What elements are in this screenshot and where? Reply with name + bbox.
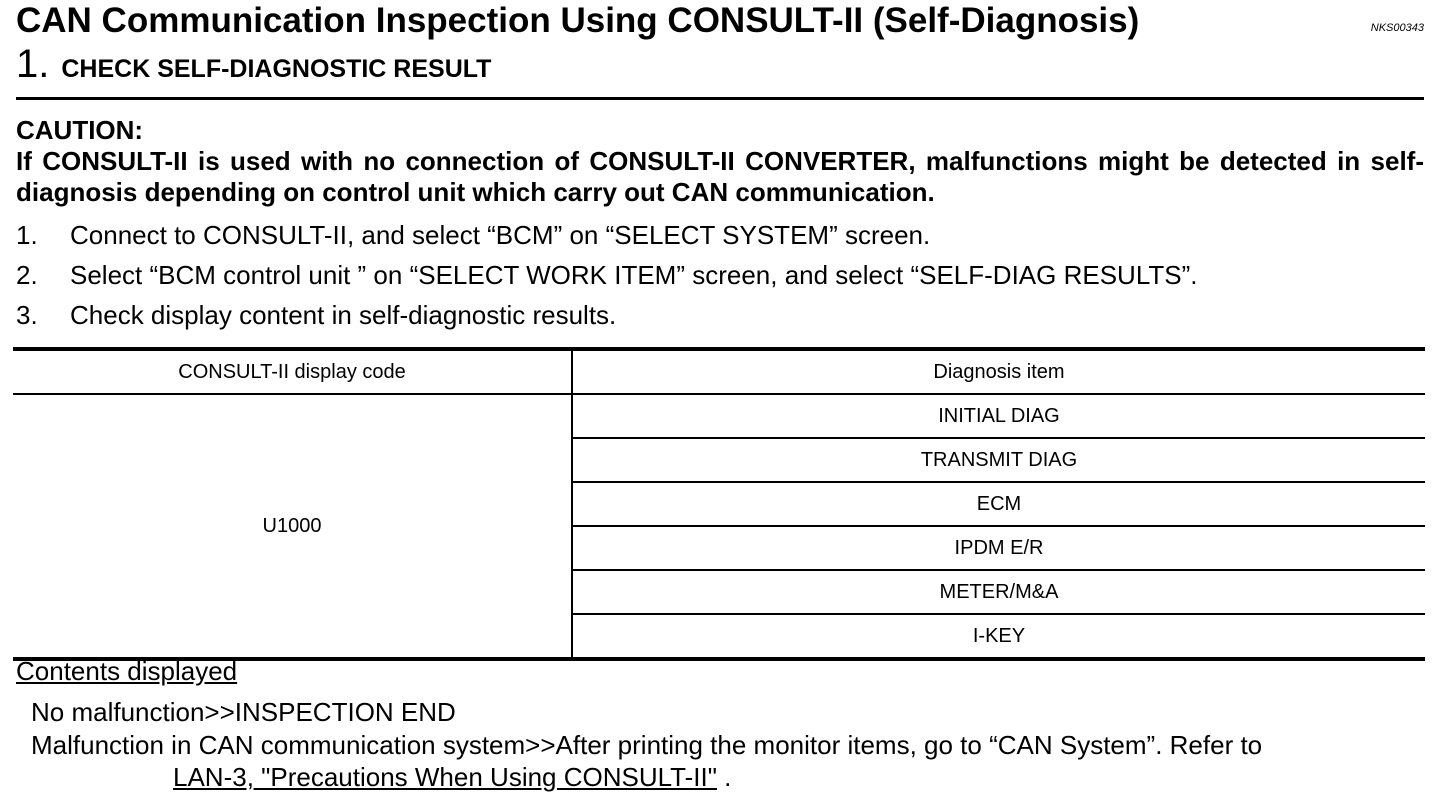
diagnosis-item-cell: METER/M&A — [572, 570, 1425, 614]
diagnosis-item-cell: TRANSMIT DIAG — [572, 438, 1425, 482]
diagnosis-item-cell: I-KEY — [972, 625, 1026, 647]
document-page — [16, 0, 1424, 804]
reference-link[interactable]: LAN-3, "Precautions When Using CONSULT-II" — [173, 762, 717, 792]
procedure-step — [16, 295, 1424, 335]
section-divider — [16, 97, 1424, 100]
caution-label: CAUTION: — [16, 115, 144, 145]
step-title: CHECK SELF-DIAGNOSTIC RESULT — [61, 55, 492, 83]
result-no-malfunction: No malfunction>>INSPECTION END — [31, 697, 456, 727]
step-item-number: 2. — [16, 260, 38, 290]
reference-suffix: . — [716, 762, 732, 792]
diagnosis-table — [13, 347, 1425, 661]
table-header-row — [13, 349, 1425, 394]
step-header — [16, 42, 491, 86]
procedure-step — [16, 255, 1424, 295]
column-header-display-code: CONSULT-II display code — [13, 349, 572, 394]
result-malfunction — [31, 729, 1424, 793]
caution-text: If CONSULT-II is used with no connection of CONSULT-II CONVERTER, malfunctions might be detected in self-diagnosis depending on control unit which carry out CAN communication. — [16, 146, 1424, 207]
contents-displayed-label: Contents displayed — [16, 656, 238, 686]
step-item-text: Connect to CONSULT-II, and select “BCM” on “SELECT SYSTEM” screen. — [70, 220, 931, 250]
step-item-text: Select “BCM control unit ” on “SELECT WORK ITEM” screen, and select “SELF-DIAG RESULTS”. — [70, 260, 1198, 290]
step-number: 1. — [16, 42, 50, 86]
document-code: NKS00343 — [1370, 22, 1424, 34]
diagnosis-item-cell: IPDM E/R — [572, 526, 1425, 570]
result-malfunction-reference — [31, 761, 1424, 793]
procedure-step — [16, 215, 1424, 255]
procedure-steps — [16, 215, 1424, 335]
diagnosis-item-cell: ECM — [572, 482, 1425, 526]
step-item-text: Check display content in self-diagnostic results. — [70, 300, 617, 330]
diagnosis-item-cell: INITIAL DIAG — [572, 394, 1425, 438]
table-row — [13, 394, 1425, 438]
step-item-number: 1. — [16, 220, 38, 250]
result-malfunction-text: Malfunction in CAN communication system>>After printing the monitor items, go to “CAN System”. Refer to — [31, 730, 1263, 760]
step-item-number: 3. — [16, 300, 38, 330]
column-header-diagnosis-item: Diagnosis item — [572, 349, 1425, 394]
display-code-cell: U1000 — [13, 394, 572, 659]
page-title: CAN Communication Inspection Using CONSULT-II (Self-Diagnosis) — [16, 1, 1140, 40]
